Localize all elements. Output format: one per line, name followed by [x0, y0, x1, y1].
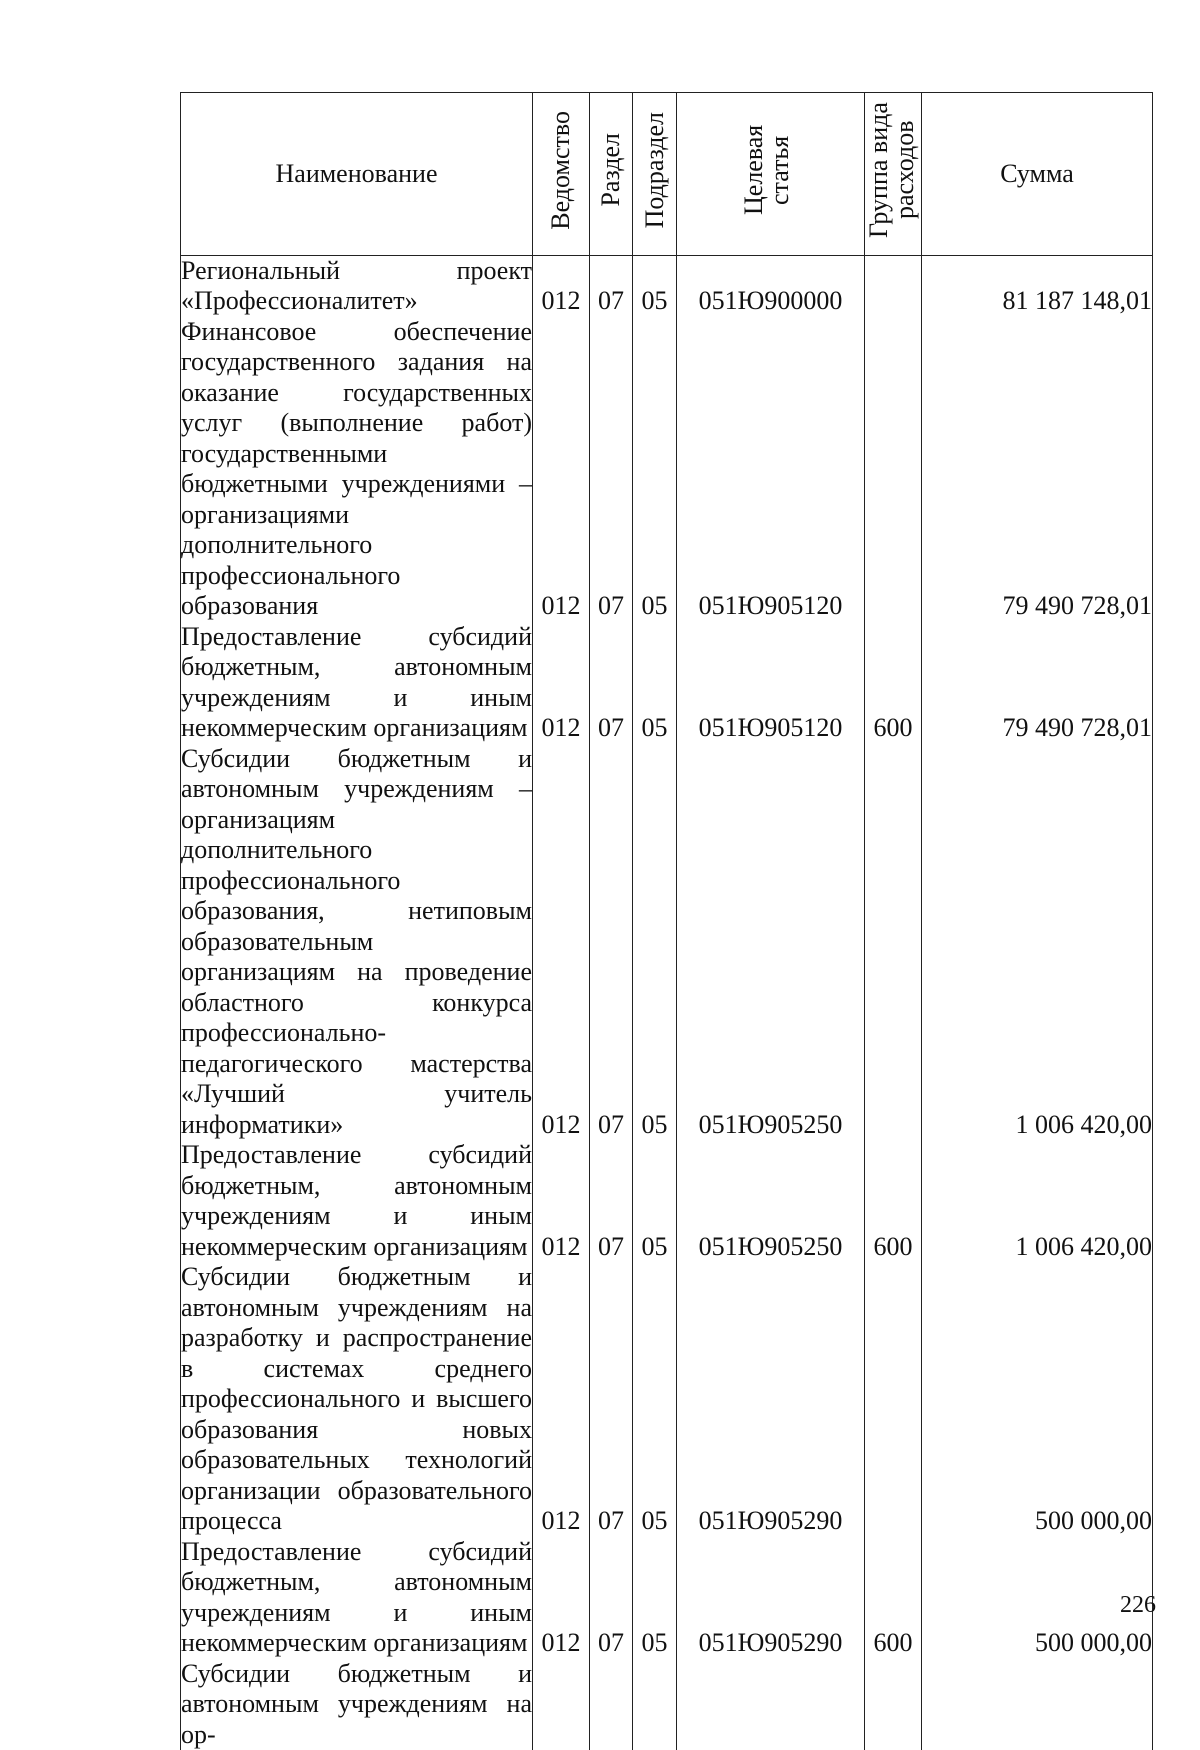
row-department: 012: [533, 622, 590, 744]
row-name: Субсидии бюджетным и автономным учреждениям на ор-: [181, 1659, 533, 1750]
row-target-article: [677, 1659, 865, 1750]
header-section: [590, 93, 633, 256]
header-department-label: Ведомство: [549, 111, 573, 230]
row-target-article: 051Ю905250: [677, 1140, 865, 1262]
header-name: [181, 93, 533, 256]
row-department: 012: [533, 744, 590, 1141]
table-row: [181, 1262, 1153, 1537]
row-target-article: 051Ю905290: [677, 1537, 865, 1659]
row-expense-group: 600: [865, 622, 922, 744]
header-department: [533, 93, 590, 256]
header-subsection: [633, 93, 677, 256]
row-name: Предоставление субсидий бюджетным, автономным учреждениям и иным некоммерческим организациям: [181, 1537, 533, 1659]
table-row: [181, 1537, 1153, 1659]
header-subsection-label: Подраздел: [643, 112, 667, 228]
row-subsection: 05: [633, 622, 677, 744]
table-row: [181, 744, 1153, 1141]
header-expense-group-label: Группа вида расходов: [866, 93, 920, 247]
row-expense-group: [865, 317, 922, 622]
row-department: [533, 1659, 590, 1750]
row-target-article: 051Ю905120: [677, 622, 865, 744]
header-target-article: [677, 93, 865, 256]
row-name: Предоставление субсидий бюджетным, автономным учреждениям и иным некоммерческим организациям: [181, 622, 533, 744]
table-header: [181, 93, 1153, 256]
table-row: [181, 1140, 1153, 1262]
row-section: 07: [590, 1537, 633, 1659]
row-name: Финансовое обеспечение государственного задания на оказание государственных услуг (выполнение работ) государственными бюджетными учреждениями – организациями дополнительного профессионального образования: [181, 317, 533, 622]
page-number: 226: [1120, 1592, 1156, 1619]
row-subsection: 05: [633, 1262, 677, 1537]
row-department: 012: [533, 255, 590, 317]
row-amount: 1 006 420,00: [922, 1140, 1153, 1262]
row-amount: 81 187 148,01: [922, 255, 1153, 317]
row-target-article: 051Ю905250: [677, 744, 865, 1141]
budget-table: [180, 92, 1153, 1750]
header-target-article-label: Целевая статья: [741, 93, 801, 247]
row-department: 012: [533, 1537, 590, 1659]
header-amount: [922, 93, 1153, 256]
header-expense-group: [865, 93, 922, 256]
table-row: [181, 1659, 1153, 1750]
row-department: 012: [533, 1140, 590, 1262]
row-expense-group: [865, 255, 922, 317]
row-target-article: 051Ю905120: [677, 317, 865, 622]
row-expense-group: [865, 1262, 922, 1537]
header-section-label: Раздел: [599, 133, 623, 207]
row-expense-group: 600: [865, 1537, 922, 1659]
row-section: 07: [590, 744, 633, 1141]
header-row: [181, 93, 1153, 256]
table-row: [181, 255, 1153, 317]
row-amount: 500 000,00: [922, 1537, 1153, 1659]
row-expense-group: 600: [865, 1140, 922, 1262]
table-row: [181, 622, 1153, 744]
row-department: 012: [533, 1262, 590, 1537]
row-expense-group: [865, 744, 922, 1141]
row-amount: 79 490 728,01: [922, 317, 1153, 622]
row-name: Региональный проект «Профессионалитет»: [181, 255, 533, 317]
row-section: 07: [590, 1140, 633, 1262]
table-row: [181, 317, 1153, 622]
row-expense-group: [865, 1659, 922, 1750]
row-name: Субсидии бюджетным и автономным учреждениям – организациям дополнительного профессионального образования, нетиповым образовательным организациям на проведение областного конкурса профессионально-педагогического мастерства «Лучший учитель информатики»: [181, 744, 533, 1141]
row-amount: 79 490 728,01: [922, 622, 1153, 744]
row-amount: 1 006 420,00: [922, 744, 1153, 1141]
row-section: 07: [590, 622, 633, 744]
row-subsection: 05: [633, 1537, 677, 1659]
row-subsection: 05: [633, 744, 677, 1141]
row-department: 012: [533, 317, 590, 622]
row-subsection: 05: [633, 255, 677, 317]
row-section: 07: [590, 255, 633, 317]
row-section: 07: [590, 317, 633, 622]
row-section: [590, 1659, 633, 1750]
row-section: 07: [590, 1262, 633, 1537]
row-name: Субсидии бюджетным и автономным учреждениям на разработку и распространение в системах среднего профессионального и высшего образования новых образовательных технологий организации образовательного процесса: [181, 1262, 533, 1537]
row-name: Предоставление субсидий бюджетным, автономным учреждениям и иным некоммерческим организациям: [181, 1140, 533, 1262]
header-amount-label: Сумма: [1000, 159, 1074, 188]
row-amount: 500 000,00: [922, 1262, 1153, 1537]
table-body: [181, 255, 1153, 1750]
row-target-article: 051Ю905290: [677, 1262, 865, 1537]
row-subsection: 05: [633, 317, 677, 622]
row-amount: [922, 1659, 1153, 1750]
header-name-label: Наименование: [276, 159, 438, 188]
row-target-article: 051Ю900000: [677, 255, 865, 317]
row-subsection: 05: [633, 1140, 677, 1262]
row-subsection: [633, 1659, 677, 1750]
